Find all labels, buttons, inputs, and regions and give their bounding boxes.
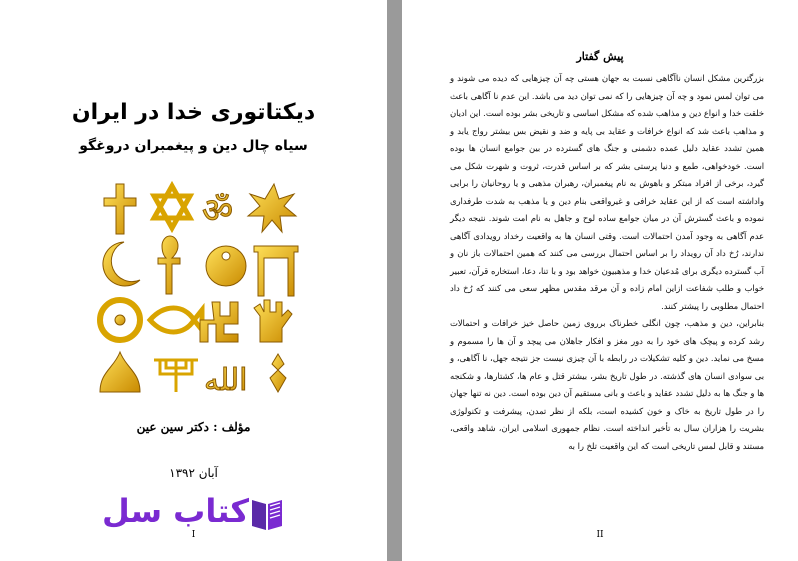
khanda-icon bbox=[270, 354, 286, 392]
cross-icon bbox=[104, 184, 136, 234]
ankh-icon bbox=[158, 236, 180, 294]
page-number: I bbox=[191, 530, 196, 540]
book-icon bbox=[250, 492, 284, 532]
torii-icon bbox=[254, 246, 298, 296]
page-left bbox=[0, 0, 387, 561]
star-of-david-icon bbox=[154, 186, 190, 228]
ichthys-icon bbox=[150, 308, 202, 332]
om-icon: ॐ bbox=[202, 191, 234, 231]
menorah-icon bbox=[154, 360, 198, 392]
sun-star-icon bbox=[248, 184, 296, 232]
allah-calligraphy-icon: الله bbox=[204, 363, 248, 398]
author-line: مؤلف : دکتر سین عین bbox=[136, 420, 251, 434]
logo-text: کتاب سل bbox=[102, 492, 250, 530]
page-number: II bbox=[596, 530, 604, 540]
page-right bbox=[402, 0, 798, 561]
religious-symbols-image bbox=[94, 180, 304, 400]
lotus-icon bbox=[100, 352, 140, 392]
paragraph: بنابراین، دین و مذهب، چون انگلی خطرناک برروی زمین حاصل خیز خرافات و احتمالات رشد کرده و پیچک های خود را به دور مغز و افکار جاهلان می پیچد و آن ها را مسموم و مسخ می نماید. دین و کلیه تشکیلات در رابطه با آن چیزی نیست جز نتیجه جهل، نا آگاهی، و بی سوادی انسان های گذشته. در طول تاریخ بشر، بیشتر قتل و عام ها، کشتارها، و شکنجه ها و جنگ ها به دلیل تشدد عقاید و باعث و بانی مستقیم آن دین بوده است. دین نه تنها جهان را در طول تاریخ به خاک و خون کشیده است، بلکه از نظر تمدن، پیشرفت و تکنولوژی بشریت را هزاران سال به تأخیر انداخته است. نظام جمهوری اسلامی ایران، شاهد واقعی، مستند و قابل لمس تاریخی است که این واقعیت تلخ را به bbox=[450, 318, 764, 451]
paragraph: بزرگترین مشکل انسان ناآگاهی نسبت به جهان هستی چه آن چیزهایی که دیده می شوند و می توان لمس نمود و چه آن چیزهایی را که نمی توان دید می باشد. این عدم نا آگاهی باعث خلقت خدا و انواع دین و مذاهب شده که مشکل اساسی و تاریخی بشر بوده است. این ادیان و مذاهب باعث شد که انواع خرافات و عقاید بی پایه و ضد و نقیض بس بیشتر رواج یابد و همین تشدد عقاید دلیل عمده دشمنی و جنگ های گسترده در بین جوامع انسان ها بوده است. خودخواهی، طمع و دنیا پرستی بشر که بر اساس قدرت، ثروت و شهرت شکل می گیرد، برخی از افراد مبتکر و باهوش به نام پیغمبران، رهبران مذهبی و یا روحانیان را برایی واداشته است که از این عقاید خرافی و غیرواقعی بنام دین و یا مذهب به شدت طرفداری نموده و باعث گسترش آن در میان جوامع ساده لوح و جاهل به نام امت شوند. نتیجه دیگر عدم آگاهی به وجود آمدن احتمالات است. وقتی انسان ها به واقعیت رخداد رویدادی آگاهی ندارند، رُخ داد آن رویداد را بر اساس احتمال بررسی می کنند که همین احتمالات باز نان و آب گسترده دیگری برای مُدعیان خدا و مذهبیون خواهد بود و با تنا، دعا، استخاره قرآن، تعبیر خواب و طلب شفاعت ازاین امام زاده و آن مرقد مقدس مظهر سعی می کنند که رُخ داد احتمال مطلوبی را پیشتر کنند. bbox=[450, 73, 764, 311]
crescent-icon bbox=[103, 242, 140, 286]
publication-date: آبان ۱۳۹۲ bbox=[169, 466, 218, 480]
hamsa-icon bbox=[254, 300, 292, 342]
body-text bbox=[450, 70, 764, 455]
book-title: دیکتاتوری خدا در ایران bbox=[71, 100, 316, 125]
swastika-icon bbox=[200, 302, 238, 342]
book-subtitle: سیاه چال دین و پیغمبران دروغگو bbox=[79, 138, 308, 154]
section-heading: پیش گفتار bbox=[576, 50, 624, 63]
